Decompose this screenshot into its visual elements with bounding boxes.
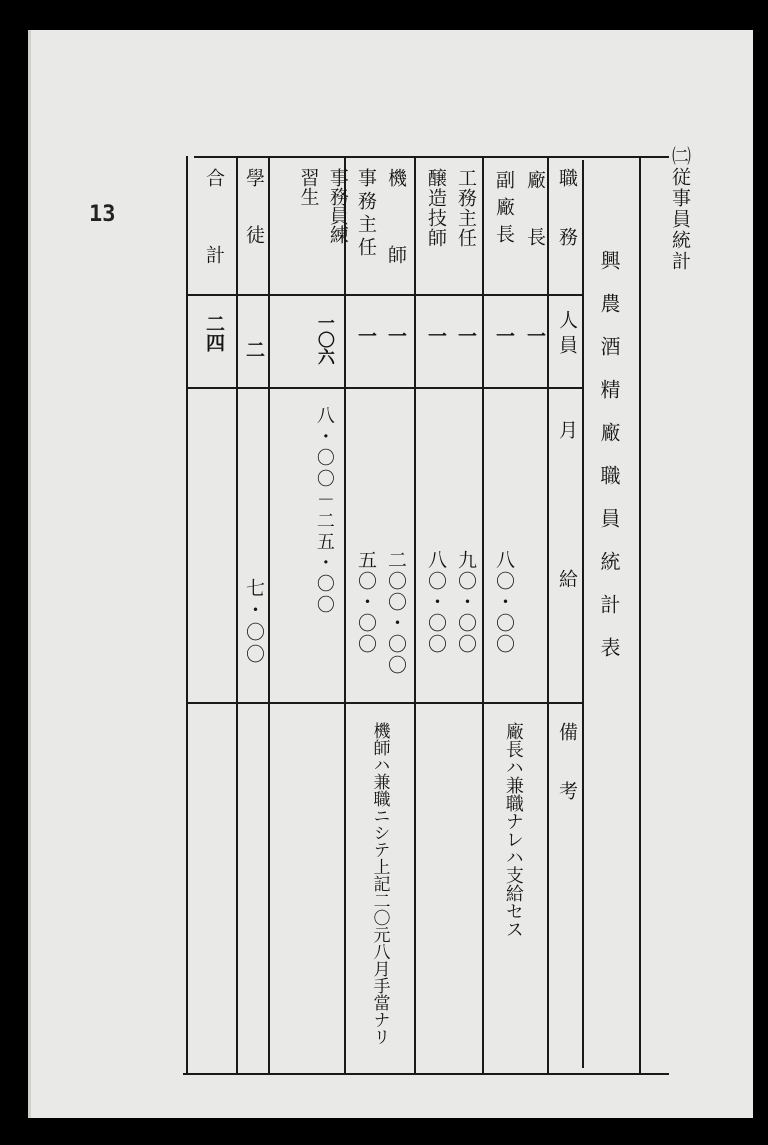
document-page [28, 30, 753, 1118]
position-label: 副廠長 [492, 170, 515, 251]
table-right-border [639, 156, 641, 1074]
total-label: 合計 [202, 168, 225, 322]
col-divider [482, 156, 484, 1074]
col-divider [268, 156, 270, 1074]
col-divider [414, 156, 416, 1074]
salary-value: 九〇・〇〇 [454, 550, 477, 655]
count-divider [188, 387, 582, 389]
salary-value: 七・〇〇 [242, 578, 265, 666]
salary-value: 八〇・〇〇 [424, 550, 447, 655]
header-position: 職務 [555, 168, 578, 286]
count-value: 一〇六 [313, 314, 334, 365]
salary-value: 二〇〇・〇〇 [384, 550, 407, 676]
count-value: 一 [454, 326, 477, 345]
count-value: 一 [354, 326, 377, 345]
section-title: ㈡従事員統計 [668, 146, 691, 272]
salary-value: 五〇・〇〇 [354, 550, 377, 655]
header-remarks: 備考 [555, 722, 578, 840]
col-divider [344, 156, 346, 1074]
remarks-value: 廠長ハ兼職ナレハ支給セス [502, 722, 524, 938]
count-value: 一 [492, 326, 515, 345]
remarks-value: 機師ハ兼職ニシテ上記二〇元八月手當ナリ [369, 722, 390, 1045]
position-label: 廠長 [523, 170, 546, 284]
count-value: 一 [523, 326, 546, 345]
col-divider [236, 156, 238, 1074]
table-top-border [194, 156, 669, 158]
salary-value: 八〇・〇〇 [492, 550, 515, 655]
position-label: 事務主任 [354, 168, 377, 260]
count-value: 二 [242, 340, 265, 359]
position-label: 工務主任 [454, 168, 477, 248]
position-label: 醸造技師 [424, 168, 447, 248]
page-number: 13 [89, 202, 116, 227]
salary-value: 八・〇〇－二五・〇〇 [313, 406, 335, 616]
table-bottom-border [183, 1073, 669, 1075]
total-count: 二四 [202, 314, 225, 352]
header-count: 人員 [555, 310, 578, 360]
position-label: 學徒 [242, 168, 265, 282]
table-title: 興農酒精廠職員統計表 [597, 250, 621, 680]
count-value: 一 [424, 326, 447, 345]
col-divider [547, 156, 549, 1074]
position-label: 事務員練習生 [297, 168, 349, 244]
header-salary: 月給 [555, 420, 578, 718]
count-value: 一 [384, 326, 407, 345]
position-label: 機師 [384, 168, 407, 322]
salary-divider [188, 702, 582, 704]
title-column-divider [582, 160, 584, 1068]
